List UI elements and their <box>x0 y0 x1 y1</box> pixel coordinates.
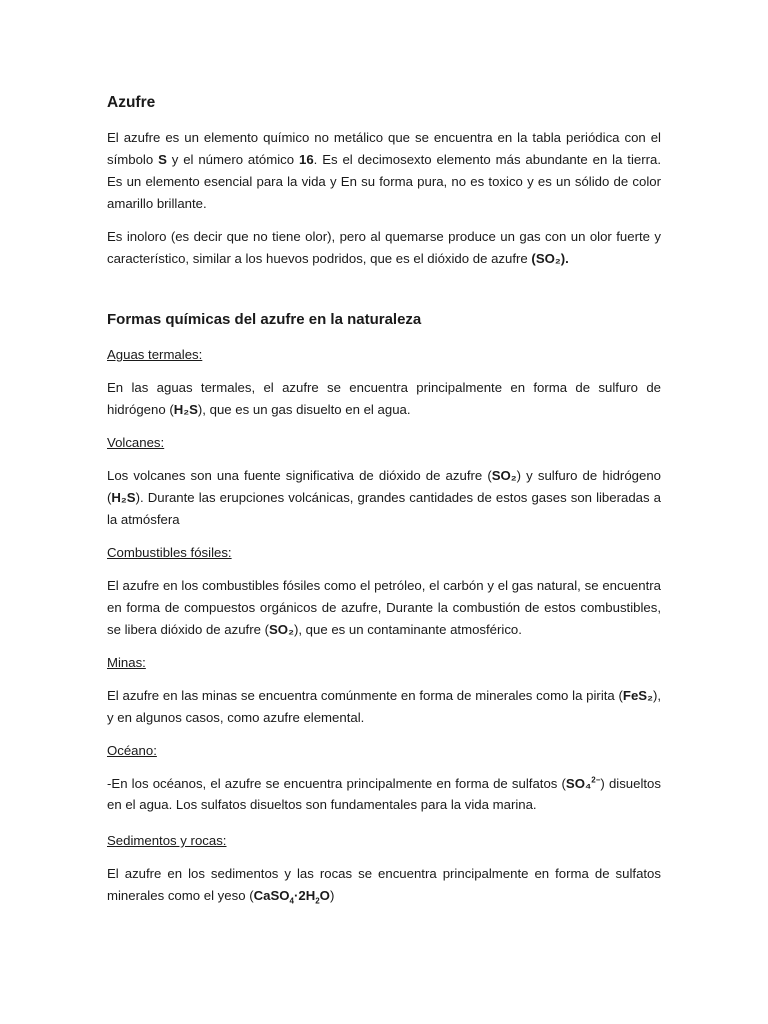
paragraph-sedimentos: El azufre en los sedimentos y las rocas se encuentra principalmente en forma de sulfatos minerales como el yeso $(CaSO_4\cdot 2H_2O)$ <box>107 866 661 906</box>
atomic-number: 16 <box>298 152 314 167</box>
subheading-combustibles: Combustibles fósiles: <box>107 545 232 560</box>
paragraph-minas: El azufre en las minas se encuentra comúnmente en forma de minerales como la pirita (FeS₂), y en algunos casos, como azufre elemental. <box>107 688 661 725</box>
formula-fes2: FeS₂ <box>622 688 653 703</box>
formula-so4: SO₄$^{2-}$ <box>565 775 601 791</box>
paragraph-oceano: -En los océanos, el azufre se encuentra principalmente en forma de sulfatos (SO₄$^{2-}$) disueltos en el agua. Los sulfatos disueltos son fundamentales para la vida marina. <box>107 775 661 812</box>
formula-so2: (SO₂). <box>531 251 569 266</box>
formula-caso4: $CaSO_4\cdot 2H_2O$ <box>253 888 330 906</box>
paragraph-aguas-termales: En las aguas termales, el azufre se encuentra principalmente en forma de sulfuro de hidrógeno (H₂S), que es un gas disuelto en el agua. <box>107 380 661 417</box>
paragraph-volcanes: Los volcanes son una fuente significativa de dióxido de azufre (SO₂) y sulfuro de hidrógeno (H₂S). Durante las erupciones volcánicas, grandes cantidades de estos gases son liberadas a la atmósfera <box>107 468 661 527</box>
intro-paragraph-2: Es inoloro (es decir que no tiene olor), pero al quemarse produce un gas con un olor fuerte y característico, similar a los huevos podridos, que es el dióxido de azufre (SO₂). <box>107 229 661 266</box>
intro-paragraph-1: El azufre es un elemento químico no metálico que se encuentra en la tabla periódica con el símbolo S y el número atómico 16. Es el decimosexto elemento más abundante en la tierra. Es un elemento esencial para la vida y En su forma pura, no es toxico y es un sólido de color amarillo brillante. <box>107 130 662 211</box>
formula-h2s: H₂S <box>111 490 136 505</box>
formula-so2: SO₂ <box>491 468 517 483</box>
element-symbol: S <box>158 152 167 167</box>
section-title: Formas químicas del azufre en la naturaleza <box>107 311 422 328</box>
paragraph-combustibles: El azufre en los combustibles fósiles como el petróleo, el carbón y el gas natural, se encuentra en forma de compuestos orgánicos de azufre, Durante la combustión de estos combustibles, se libera dióxido de azufre (SO₂), que es un contaminante atmosférico. <box>107 578 661 637</box>
page-title: Azufre <box>107 94 156 111</box>
subheading-minas: Minas: <box>107 655 146 670</box>
formula-h2s: H₂S <box>173 402 198 417</box>
document-content <box>107 93 661 918</box>
subheading-oceano: Océano: <box>107 743 157 758</box>
formula-so2: SO₂ <box>269 622 294 637</box>
subheading-sedimentos: Sedimentos y rocas: <box>107 833 227 848</box>
subheading-aguas-termales: Aguas termales: <box>107 347 203 362</box>
subheading-volcanes: Volcanes: <box>107 435 165 450</box>
